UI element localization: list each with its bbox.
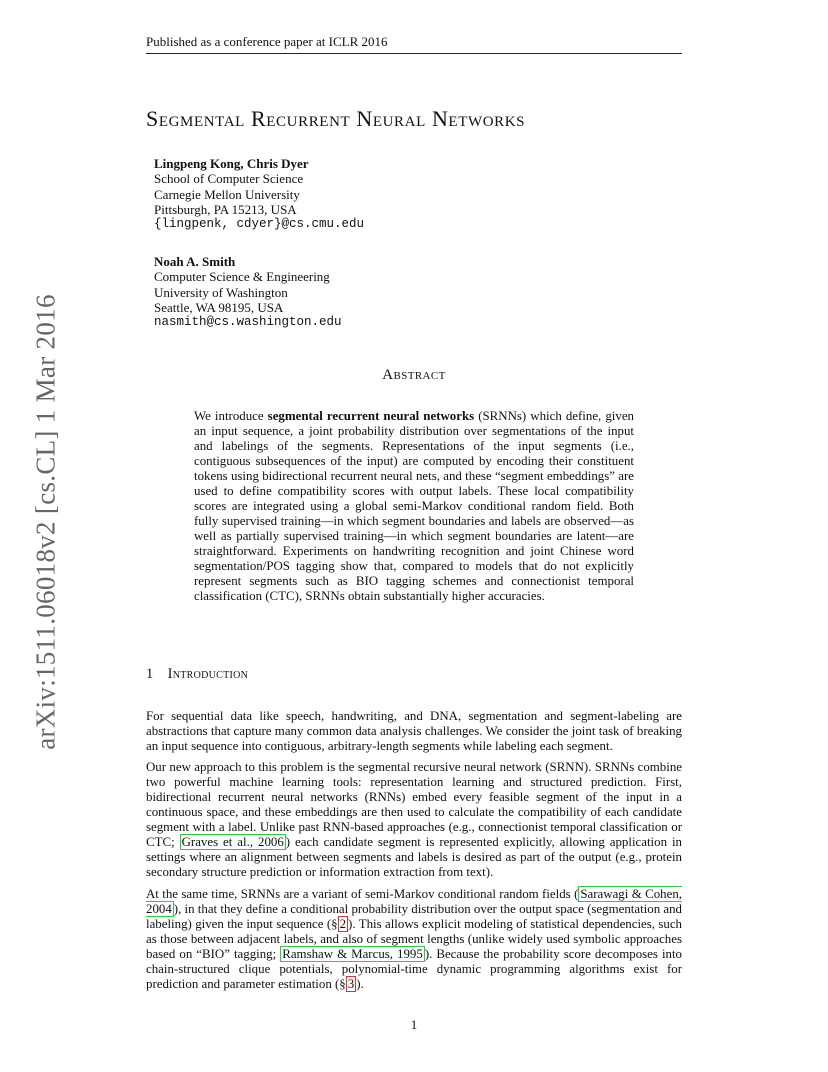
abstract-lead: We introduce <box>194 409 268 423</box>
section-ref-link[interactable]: 2 <box>339 917 347 931</box>
author-name: Lingpeng Kong, Chris Dyer <box>154 156 309 171</box>
author-block <box>154 254 342 330</box>
author-block <box>154 156 364 232</box>
intro-paragraph-3 <box>146 887 682 992</box>
author-affiliation-line: Computer Science & Engineering <box>154 269 330 285</box>
abstract-text <box>194 409 634 604</box>
author-affiliation-line: Pittsburgh, PA 15213, USA <box>154 201 297 217</box>
author-name: Noah A. Smith <box>154 254 236 269</box>
citation-link[interactable]: Graves et al., 2006 <box>181 835 284 849</box>
citation-link[interactable]: Ramshaw & Marcus, 1995 <box>282 947 423 961</box>
author-affiliation-line: Carnegie Mellon University <box>154 186 300 202</box>
paragraph-text: ). <box>356 977 364 991</box>
paragraph-text: ) each candidate segment is represented explicitly, allowing application in settings where an alignment between segments and labels is desired as part of the output (e.g., protein secondary structure prediction or information extraction from text). <box>146 835 683 879</box>
author-affiliation-line: School of Computer Science <box>154 171 304 187</box>
page-number: 1 <box>410 1017 418 1032</box>
abstract-body: (SRNNs) which define, given an input sequence, a joint probability distribution over segmentations of the input and labelings of the segments. Representations of the input segments (i.e., contiguous subsequences of the input) are computed by encoding their constituent tokens using bidirectional recurrent neural nets, and these “segment embeddings” are used to define compatibility scores with output labels. These local compatibility scores are integrated using a global semi-Markov conditional random field. Both fully supervised training—in which segment boundaries and labels are observed—as well as partially supervised training—in which segment boundaries are latent—are straightforward. Experiments on handwriting recognition and joint Chinese word segmentation/POS tagging show that, compared to models that do not explicitly represent segments such as BIO tagging schemes and connectionist temporal classification (CTC), SRNNs obtain substantially higher accuracies. <box>194 409 634 603</box>
citation-link[interactable]: Sarawagi & Cohen, 2004 <box>146 887 683 916</box>
paragraph-text: At the same time, SRNNs are a variant of semi-Markov conditional random fields ( <box>146 887 579 901</box>
section-heading <box>146 666 248 683</box>
author-affiliation-line: University of Washington <box>154 284 288 300</box>
intro-paragraph-1: For sequential data like speech, handwriting, and DNA, segmentation and segment-labeling are abstractions that capture many common data analysis challenges. We consider the joint task of breaking an input sequence into contiguous, arbitrary-length segments while labeling each segment. <box>146 709 682 753</box>
intro-paragraph-2 <box>146 760 682 880</box>
section-title: Introduction <box>167 666 249 682</box>
running-header: Published as a conference paper at ICLR 2016 <box>146 34 682 54</box>
abstract-key-term: segmental recurrent neural networks <box>267 409 475 423</box>
author-affiliation-line: Seattle, WA 98195, USA <box>154 299 284 315</box>
paragraph-text: ). This allows explicit modeling of statistical dependencies, such as those between adjacent labels, and also of segment lengths (unlike widely used symbolic approaches based on “BIO” tagging; <box>146 917 683 961</box>
author-email[interactable]: nasmith@cs.washington.edu <box>154 315 342 330</box>
paragraph-text: ), in that they define a conditional probability distribution over the output space (segmentation and labeling) given the input sequence (§ <box>146 902 682 931</box>
arxiv-stamp: arXiv:1511.06018v2 [cs.CL] 1 Mar 2016 <box>30 294 61 750</box>
section-number: 1 <box>146 666 154 682</box>
abstract-heading: Abstract <box>382 367 446 383</box>
author-email[interactable]: {lingpenk, cdyer}@cs.cmu.edu <box>154 217 365 232</box>
section-ref-link[interactable]: 3 <box>347 977 355 991</box>
paragraph-text: ). Because the probability score decomposes into chain-structured clique potentials, polynomial-time dynamic programming algorithms exist for prediction and parameter estimation (§ <box>146 947 682 991</box>
paragraph-text: Our new approach to this problem is the segmental recursive neural network (SRNN). SRNNs combine two powerful machine learning tools: representation learning and structured prediction. First, bidirectional recurrent neural networks (RNNs) embed every feasible segment of the input in a continuous space, and these embeddings are then used to calculate the compatibility of each candidate segment with a label. Unlike past RNN-based approaches (e.g., connectionist temporal classification or CTC; <box>146 760 682 849</box>
paper-title: Segmental Recurrent Neural Networks <box>146 106 526 131</box>
